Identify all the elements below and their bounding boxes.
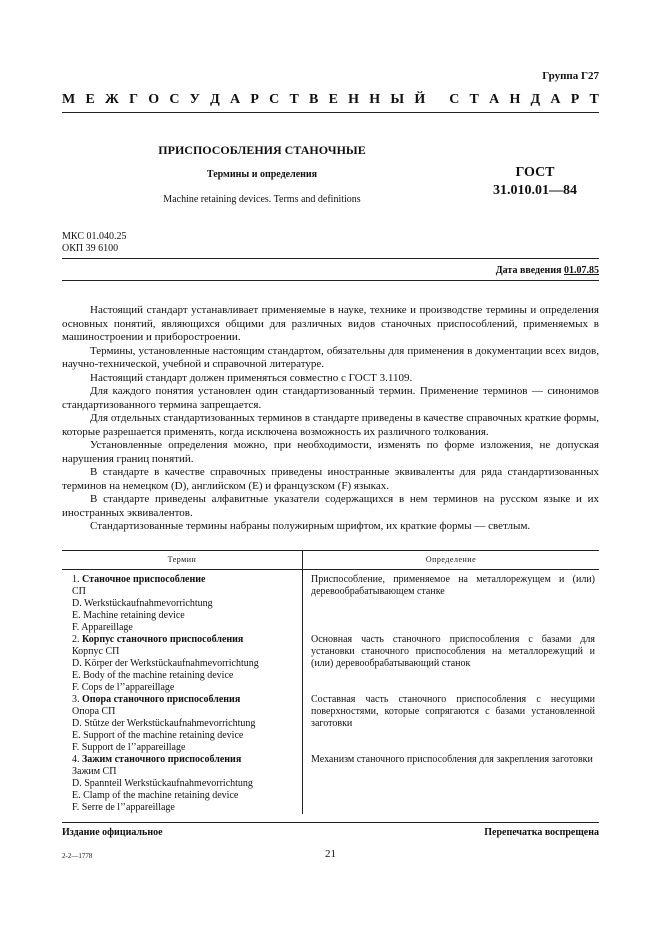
table-row bbox=[62, 754, 599, 814]
paragraph: Установленные определения можно, при необходимости, изменять по форме изложения, не допуская нарушения границ понятий. bbox=[62, 439, 599, 465]
term-german: D. Spannteil Werkstückaufnahmevorrichtung bbox=[72, 778, 253, 789]
body-text bbox=[62, 304, 599, 534]
banner-letter: С bbox=[449, 92, 460, 107]
gost-label: ГОСТ bbox=[515, 165, 555, 180]
definition-cell: Механизм станочного приспособления для закрепления заготовки bbox=[311, 754, 593, 765]
banner-letter: Д bbox=[530, 92, 541, 107]
term-french: F. Appareillage bbox=[72, 622, 133, 633]
term-english: E. Clamp of the machine retaining device bbox=[72, 790, 239, 801]
term-german: D. Werkstückaufnahmevorrichtung bbox=[72, 598, 213, 609]
banner-letter: Т bbox=[469, 92, 479, 107]
english-title: Machine retaining devices. Terms and definitions bbox=[163, 194, 361, 205]
banner-letter: Й bbox=[414, 92, 426, 107]
term-number: 4. bbox=[72, 754, 80, 765]
banner-letter: В bbox=[309, 92, 319, 107]
term-french: F. Support de l’’appareillage bbox=[72, 742, 186, 753]
table-row bbox=[62, 634, 599, 694]
table-row bbox=[62, 694, 599, 754]
print-code: 2-2—1778 bbox=[62, 852, 93, 860]
banner-letter: Ж bbox=[105, 92, 119, 107]
term-number: 1. bbox=[72, 574, 80, 585]
gost-number bbox=[465, 164, 605, 200]
banner-letter: Р bbox=[250, 92, 259, 107]
term-number: 3. bbox=[72, 694, 80, 705]
banner-word-gap bbox=[435, 92, 439, 108]
banner-letter: Н bbox=[509, 92, 521, 107]
term-french: F. Serre de l’’appareillage bbox=[72, 802, 175, 813]
paragraph: Стандартизованные термины набраны полужирным шрифтом, их краткие формы — светлым. bbox=[90, 520, 531, 532]
banner-letter: У bbox=[189, 92, 200, 107]
banner-letter: С bbox=[169, 92, 180, 107]
term-english: E. Body of the machine retaining device bbox=[72, 670, 234, 681]
banner-letter: Ы bbox=[390, 92, 405, 107]
table-header-row bbox=[62, 551, 599, 570]
term-english: E. Support of the machine retaining device bbox=[72, 730, 244, 741]
table-row bbox=[62, 570, 599, 635]
banner-letter: О bbox=[148, 92, 160, 107]
term-name: Зажим станочного приспособления bbox=[82, 754, 242, 765]
reprint-prohibited-label: Перепечатка воспрещена bbox=[484, 827, 599, 838]
term-column-header: Термин bbox=[62, 551, 303, 570]
banner-letter: М bbox=[62, 92, 76, 107]
banner-letter: Д bbox=[210, 92, 220, 107]
terms-table bbox=[62, 550, 599, 814]
term-cell bbox=[62, 754, 303, 814]
group-code: Группа Г27 bbox=[542, 70, 599, 82]
banner-letter: Н bbox=[348, 92, 360, 107]
term-cell bbox=[62, 634, 303, 694]
gost-code: 31.010.01—84 bbox=[493, 183, 577, 198]
term-english: E. Machine retaining device bbox=[72, 610, 185, 621]
document-title: ПРИСПОСОБЛЕНИЯ СТАНОЧНЫЕ bbox=[158, 143, 366, 157]
definition-cell: Приспособление, применяемое на металлорежущем и (или) деревообрабатывающем станке bbox=[311, 574, 595, 597]
definition-cell: Составная часть станочного приспособления с несущими поверхностями, которые сопрягаются с базами установленной заготовки bbox=[311, 694, 595, 729]
classification-codes bbox=[62, 231, 126, 255]
mks-code: МКС 01.040.25 bbox=[62, 231, 127, 242]
banner-letter: Е bbox=[85, 92, 95, 107]
term-french: F. Cops de l’’appareillage bbox=[72, 682, 175, 693]
introduction-date-value: 01.07.85 bbox=[564, 265, 599, 276]
term-german: D. Körper der Werkstückaufnahmevorrichtung bbox=[72, 658, 259, 669]
standard-banner bbox=[62, 92, 599, 108]
footer-divider bbox=[62, 822, 599, 823]
term-short-form: Зажим СП bbox=[72, 766, 117, 777]
codes-divider bbox=[62, 258, 599, 259]
term-short-form: Опора СП bbox=[72, 706, 116, 717]
paragraph: В стандарте в качестве справочных приведены иностранные эквиваленты для ряда стандартизованных терминов на немецком (D), английском (E) и французском (F) языках. bbox=[62, 466, 599, 492]
introduction-date-label: Дата введения bbox=[495, 265, 562, 276]
official-edition-label: Издание официальное bbox=[62, 827, 163, 838]
banner-letter: Н bbox=[369, 92, 381, 107]
term-short-form: Корпус СП bbox=[72, 646, 120, 657]
term-german: D. Stütze der Werkstückaufnahmevorrichtung bbox=[72, 718, 256, 729]
term-name: Корпус станочного приспособления bbox=[82, 634, 244, 645]
banner-letter: Е bbox=[328, 92, 338, 107]
page-number: 21 bbox=[325, 848, 336, 860]
term-name: Станочное приспособление bbox=[82, 574, 206, 585]
term-short-form: СП bbox=[72, 586, 86, 597]
paragraph: Настоящий стандарт должен применяться совместно с ГОСТ 3.1109. bbox=[90, 371, 413, 384]
paragraph: В стандарте приведены алфавитные указатели содержащихся в нем терминов на русском языке и их иностранных эквивалентов. bbox=[62, 493, 599, 519]
paragraph: Для каждого понятия установлен один стандартизованный термин. Применение терминов — синонимов стандартизованного термина запрещается. bbox=[62, 385, 599, 411]
header-divider bbox=[62, 112, 599, 113]
banner-letter: Р bbox=[570, 92, 580, 107]
date-divider bbox=[62, 280, 599, 281]
okp-code: ОКП 39 6100 bbox=[62, 243, 119, 254]
paragraph: Для отдельных стандартизованных терминов в стандарте приведены в качестве справочных краткие формы, которые разрешается применять, когда исключена возможность их различного толкования. bbox=[62, 412, 599, 438]
term-cell bbox=[62, 570, 303, 635]
banner-letter: А bbox=[489, 92, 500, 107]
term-cell bbox=[62, 694, 303, 754]
banner-letter: Г bbox=[129, 92, 138, 107]
banner-letter: А bbox=[230, 92, 241, 107]
definition-cell: Основная часть станочного приспособления с базами для установки станочного приспособления на металлорежущий и (или) деревообрабатывающий станок bbox=[311, 634, 595, 669]
paragraph: Настоящий стандарт устанавливает применяемые в науке, технике и производстве термины и определения основных понятий, являющихся общими для различных видов станочных приспособлений, применяемых в машиностроении и приборостроении. bbox=[62, 304, 599, 343]
term-number: 2. bbox=[72, 634, 80, 645]
banner-letter: Т bbox=[289, 92, 299, 107]
banner-letter: С bbox=[269, 92, 280, 107]
banner-letter: А bbox=[550, 92, 561, 107]
term-name: Опора станочного приспособления bbox=[82, 694, 241, 705]
banner-letter: Т bbox=[589, 92, 599, 107]
paragraph: Термины, установленные настоящим стандартом, обязательны для применения в документации всех видов, научно-технической, учебной и справочной литературе. bbox=[62, 344, 599, 370]
definition-column-header: Определение bbox=[303, 551, 600, 570]
document-subtitle: Термины и определения bbox=[206, 169, 318, 180]
introduction-date bbox=[496, 265, 599, 276]
